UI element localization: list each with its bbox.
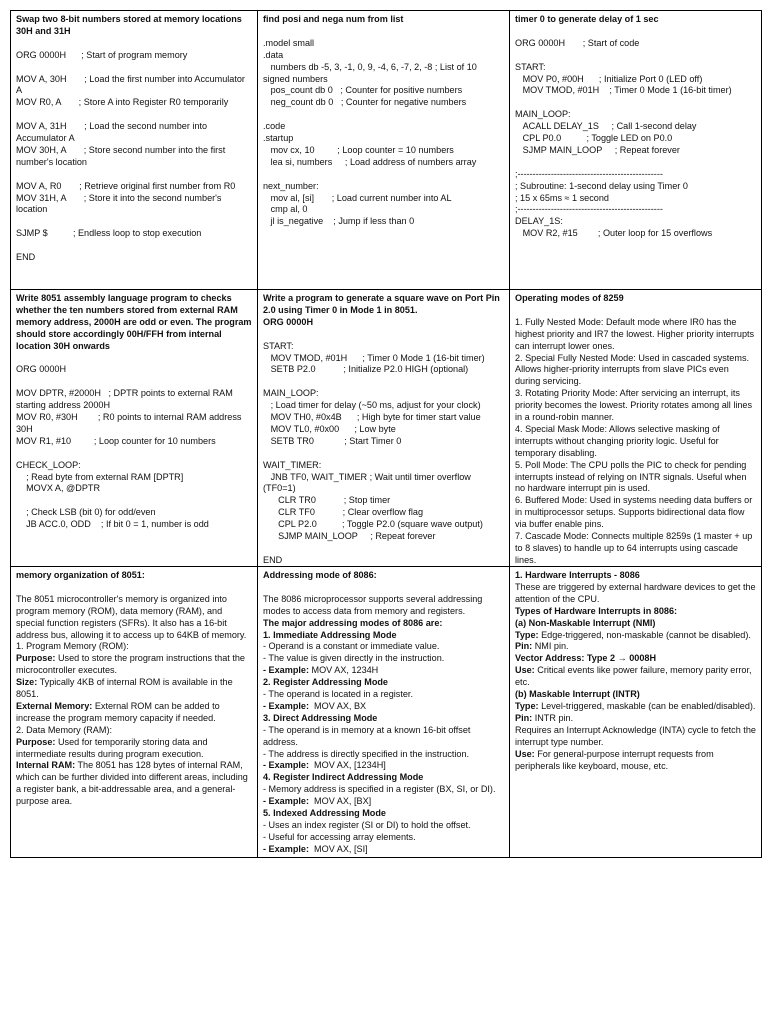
text-line: START: — [515, 61, 546, 72]
text-line: 7. Cascade Mode: Connects multiple 8259s (1 master + up to 8 slaves) to handle up to 64 interrupts using cascade lines. — [515, 531, 755, 565]
line-text: Critical events like power failure, memory parity error, etc. — [515, 665, 755, 688]
text-line — [263, 448, 504, 460]
text-line: MOV A, 31H ; Load the second number into Accumulator A — [16, 121, 210, 144]
text-line: CLR TR0 ; Stop timer — [263, 495, 391, 506]
text-line — [16, 495, 252, 507]
cell-heading: 1. Hardware Interrupts - 8086 — [515, 570, 640, 580]
text-line — [263, 701, 504, 713]
text-line: END — [16, 252, 36, 263]
text-line: CPL P0.0 ; Toggle LED on P0.0 — [515, 133, 673, 144]
line-text: For general-purpose interrupt requests from peripherals like keyboard, mouse, etc. — [515, 748, 717, 771]
text-line: END — [263, 554, 283, 565]
text-line: 4. Special Mask Mode: Allows selective masking of interrupts without changing priority logic. Useful for temporary disabling. — [515, 423, 723, 458]
text-line — [16, 62, 252, 74]
text-line: 2. Special Fully Nested Mode: Used in cascaded systems. Allows higher-priority interrupts from slave PICs even during servicing. — [515, 352, 752, 387]
text-line: MOV TMOD, #01H ; Timer 0 Mode 1 (16-bit timer) — [263, 352, 485, 363]
text-line — [16, 109, 252, 121]
text-line — [515, 97, 756, 109]
text-line: ACALL DELAY_1S ; Call 1-second delay — [515, 121, 697, 132]
text-line: ;------------------------------------------------ — [515, 204, 663, 215]
text-line: 1. Program Memory (ROM): — [16, 641, 129, 652]
text-line: MOV TH0, #0x4B ; High byte for timer start value — [263, 412, 481, 423]
bold-label: Type: — [515, 700, 539, 711]
text-line — [515, 630, 756, 642]
notes-sheet — [10, 10, 762, 858]
text-line — [515, 641, 756, 653]
text-line: MOV A, R0 ; Retrieve original first number from R0 — [16, 180, 236, 191]
text-line: MOV TL0, #0x00 ; Low byte — [263, 423, 396, 434]
line-text: NMI pin. — [532, 641, 569, 652]
text-line: The major addressing modes of 8086 are: — [263, 617, 443, 628]
text-line: mov cx, 10 ; Loop counter = 10 numbers — [263, 144, 454, 155]
text-line: CPL P2.0 ; Toggle P2.0 (square wave output) — [263, 519, 483, 530]
line-text: MOV AX, [1234H] — [309, 760, 386, 771]
cell-heading: Addressing mode of 8086: — [263, 570, 377, 580]
bold-label: Purpose: — [16, 653, 56, 664]
text-line — [16, 653, 252, 677]
text-line: ORG 0000H ; Start of code — [515, 37, 640, 48]
text-line: ; Check LSB (bit 0) for odd/even — [16, 507, 156, 518]
text-line: - Useful for accessing array elements. — [263, 831, 416, 842]
text-line: MOV R1, #10 ; Loop counter for 10 numbers — [16, 435, 216, 446]
text-line: - Memory address is specified in a register (BX, SI, or DI). — [263, 784, 496, 795]
cell-timer0-delay — [509, 10, 762, 290]
text-line: MOV 31H, A ; Store it into the second number's location — [16, 192, 224, 215]
text-line: JB ACC.0, ODD ; If bit 0 = 1, number is odd — [16, 519, 209, 530]
text-line — [16, 582, 252, 594]
text-line: - The address is directly specified in the instruction. — [263, 748, 470, 759]
text-line: JNB TF0, WAIT_TIMER ; Wait until timer overflow (TF0=1) — [263, 471, 474, 494]
text-line: 4. Register Indirect Addressing Mode — [263, 772, 424, 783]
text-line — [515, 305, 756, 317]
text-line: cmp al, 0 — [263, 204, 308, 215]
text-line — [515, 50, 756, 62]
text-line: ;------------------------------------------------ — [515, 168, 663, 179]
text-line: ; 15 x 65ms ≈ 1 second — [515, 192, 609, 203]
text-line — [515, 713, 756, 725]
text-line: .code — [263, 121, 286, 132]
text-line — [515, 749, 756, 773]
cell-square-wave — [257, 289, 510, 567]
text-line — [16, 240, 252, 252]
line-text: MOV AX, 1234H — [309, 665, 379, 676]
text-line — [263, 796, 504, 808]
text-line: 6. Buffered Mode: Used in systems needing data buffers or in multiprocessor setups. Supports bidirectional data flow via buffer enable pins. — [515, 495, 755, 530]
text-line — [16, 677, 252, 701]
line-text: Level-triggered, maskable (can be enabled/disabled). — [538, 700, 756, 711]
bold-label: Pin: — [515, 712, 533, 723]
text-line: ORG 0000H — [263, 316, 314, 327]
text-line: 5. Poll Mode: The CPU polls the PIC to check for pending interrupts instead of relying on INTR signals. Useful when no hardware interrupt pin is used. — [515, 459, 750, 494]
text-line: MOV DPTR, #2000H ; DPTR points to external RAM starting address 2000H — [16, 388, 236, 411]
cell-heading: find posi and nega num from list — [263, 14, 404, 24]
text-line: .startup — [263, 133, 294, 144]
cell-heading: Write a program to generate a square wave on Port Pin 2.0 using Timer 0 in Mode 1 in 8051. — [263, 293, 503, 315]
text-line: SJMP MAIN_LOOP ; Repeat forever — [515, 144, 680, 155]
text-line: (a) Non-Maskable Interrupt (NMI) — [515, 617, 656, 628]
text-line: SETB P2.0 ; Initialize P2.0 HIGH (optional) — [263, 364, 469, 375]
cell-heading: Write 8051 assembly language program to checks whether the ten numbers stored from external RAM memory address, 2000H are odd or even. The program should store accordingly 00H/FFH from internal location 30H onwards — [16, 293, 255, 351]
text-line — [515, 665, 756, 689]
text-line: MAIN_LOOP: — [263, 388, 319, 399]
text-line: .data — [263, 49, 284, 60]
line-text: Edge-triggered, non-maskable (cannot be disabled). — [538, 629, 751, 640]
cell-heading: Operating modes of 8259 — [515, 293, 624, 303]
text-line — [263, 844, 504, 856]
bold-label: External Memory: — [16, 700, 93, 711]
bold-label: - Example: — [263, 796, 309, 807]
cell-heading: timer 0 to generate delay of 1 sec — [515, 14, 659, 24]
line-text: MOV AX, BX — [309, 700, 367, 711]
text-line: (b) Maskable Interrupt (INTR) — [515, 689, 640, 700]
text-line — [515, 157, 756, 169]
text-line: .model small — [263, 37, 315, 48]
text-line — [515, 701, 756, 713]
bold-label: - Example: — [263, 843, 309, 854]
text-line — [16, 448, 252, 460]
text-line — [16, 376, 252, 388]
text-line: 5. Indexed Addressing Mode — [263, 808, 386, 819]
text-line: 2. Data Memory (RAM): — [16, 724, 113, 735]
cell-8051-memory — [10, 566, 258, 858]
text-line — [263, 760, 504, 772]
line-text: Used to store the program instructions that the microcontroller executes. — [16, 653, 248, 676]
cell-8259-modes — [509, 289, 762, 567]
line-text: Typically 4KB of internal ROM is available in the 8051. — [16, 677, 236, 700]
text-line — [16, 38, 252, 50]
text-line: These are triggered by external hardware devices to get the attention of the CPU. — [515, 581, 759, 604]
text-line — [263, 376, 504, 388]
text-line: numbers db -5, 3, -1, 0, 9, -4, 6, -7, 2, -8 ; List of 10 signed numbers — [263, 61, 480, 84]
text-line: ; Load timer for delay (~50 ms, adjust for your clock) — [263, 400, 481, 411]
text-line: - Operand is a constant or immediate value. — [263, 641, 440, 652]
text-line — [263, 543, 504, 555]
text-line: - The operand is located in a register. — [263, 689, 413, 700]
text-line — [263, 109, 504, 121]
line-text: The 8051 has 128 bytes of internal RAM, which can be further divided into different areas, including a register bank, a bit-addressable area, and a general-purpose area. — [16, 760, 251, 807]
text-line — [16, 216, 252, 228]
text-line: MOV R0, A ; Store A into Register R0 temporarily — [16, 97, 229, 108]
bold-label: Size: — [16, 677, 38, 688]
text-line: MOV A, 30H ; Load the first number into Accumulator A — [16, 73, 247, 96]
text-line: Types of Hardware Interrupts in 8086: — [515, 605, 678, 616]
text-line: 3. Rotating Priority Mode: After servicing an interrupt, its priority becomes the lowest. Priority rotates among all lines in a round-robin manner. — [515, 388, 755, 423]
text-line: ; Subroutine: 1-second delay using Timer 0 — [515, 180, 688, 191]
text-line — [263, 582, 504, 594]
text-line: mov al, [si] ; Load current number into AL — [263, 192, 452, 203]
cell-odd-even-check — [10, 289, 258, 567]
bold-label: Type: — [515, 629, 539, 640]
text-line: - Uses an index register (SI or DI) to hold the offset. — [263, 820, 471, 831]
text-line: 1. Immediate Addressing Mode — [263, 629, 397, 640]
line-text: MOV AX, [SI] — [309, 843, 368, 854]
text-line: MOV R2, #15 ; Outer loop for 15 overflows — [515, 228, 713, 239]
text-line — [515, 26, 756, 38]
bold-label: Internal RAM: — [16, 760, 76, 771]
text-line: MOV 30H, A ; Store second number into the first number's location — [16, 144, 228, 167]
cell-8086-addressing — [257, 566, 510, 858]
text-line: MAIN_LOOP: — [515, 109, 571, 120]
text-line: 3. Direct Addressing Mode — [263, 712, 378, 723]
bold-label: - Example: — [263, 665, 309, 676]
text-line: lea si, numbers ; Load address of numbers array — [263, 156, 477, 167]
line-text: Used for temporarily storing data and intermediate results during program execution. — [16, 736, 211, 759]
cell-positive-negative-count — [257, 10, 510, 290]
text-line: SJMP MAIN_LOOP ; Repeat forever — [263, 531, 436, 542]
text-line: - The value is given directly in the instruction. — [263, 653, 445, 664]
text-line: 1. Fully Nested Mode: Default mode where IR0 has the highest priority and IR7 the lowest. Higher priority interrupts can interrupt lower ones. — [515, 316, 757, 351]
text-line — [16, 169, 252, 181]
cell-hardware-interrupts — [509, 566, 762, 858]
text-line: jl is_negative ; Jump if less than 0 — [263, 216, 415, 227]
text-line: WAIT_TIMER: — [263, 459, 322, 470]
text-line — [263, 665, 504, 677]
line-text: INTR pin. — [532, 712, 574, 723]
text-line — [263, 26, 504, 38]
text-line: Requires an Interrupt Acknowledge (INTA) cycle to fetch the interrupt type number. — [515, 724, 759, 747]
text-line: ORG 0000H — [16, 364, 67, 375]
text-line: MOVX A, @DPTR — [16, 483, 101, 494]
text-line: CHECK_LOOP: — [16, 459, 81, 470]
text-line: next_number: — [263, 180, 319, 191]
bold-label: - Example: — [263, 760, 309, 771]
line-text: MOV AX, [BX] — [309, 796, 372, 807]
text-line: Vector Address: Type 2 → 0008H — [515, 653, 657, 664]
text-line — [16, 760, 252, 808]
text-line: CLR TF0 ; Clear overflow flag — [263, 507, 424, 518]
bold-label: Pin: — [515, 641, 533, 652]
text-line: SJMP $ ; Endless loop to stop execution — [16, 228, 202, 239]
text-line — [16, 701, 252, 725]
text-line: SETB TR0 ; Start Timer 0 — [263, 435, 402, 446]
cell-heading: Swap two 8-bit numbers stored at memory locations 30H and 31H — [16, 14, 245, 36]
bold-label: - Example: — [263, 700, 309, 711]
text-line: DELAY_1S: — [515, 216, 563, 227]
text-line: - The operand is in memory at a known 16-bit offset address. — [263, 724, 473, 747]
text-line: 2. Register Addressing Mode — [263, 677, 388, 688]
cell-heading: memory organization of 8051: — [16, 570, 145, 580]
line-text: External ROM can be added to increase the program memory capacity if needed. — [16, 700, 223, 723]
bold-label: Purpose: — [16, 736, 56, 747]
cell-swap-numbers — [10, 10, 258, 290]
text-line — [263, 329, 504, 341]
text-line: MOV TMOD, #01H ; Timer 0 Mode 1 (16-bit timer) — [515, 85, 732, 96]
bold-label: Use: — [515, 665, 535, 676]
text-line: The 8051 microcontroller's memory is organized into program memory (ROM), data memory (RAM), and special function registers (SFRs). It also has a 16-bit address bus, allowing it to access up to 64KB of memory. — [16, 593, 247, 640]
text-line: pos_count db 0 ; Counter for positive numbers — [263, 85, 463, 96]
text-line: The 8086 microprocessor supports several addressing modes to access data from memory and registers. — [263, 593, 485, 616]
text-line — [16, 353, 252, 365]
bold-label: Use: — [515, 748, 535, 759]
text-line: MOV P0, #00H ; Initialize Port 0 (LED off) — [515, 73, 703, 84]
text-line: ORG 0000H ; Start of program memory — [16, 49, 188, 60]
text-line: ; Read byte from external RAM [DPTR] — [16, 471, 184, 482]
text-line: START: — [263, 340, 294, 351]
text-line — [16, 737, 252, 761]
text-line: neg_count db 0 ; Counter for negative numbers — [263, 97, 467, 108]
text-line: MOV R0, #30H ; R0 points to internal RAM address 30H — [16, 412, 244, 434]
text-line — [263, 169, 504, 181]
